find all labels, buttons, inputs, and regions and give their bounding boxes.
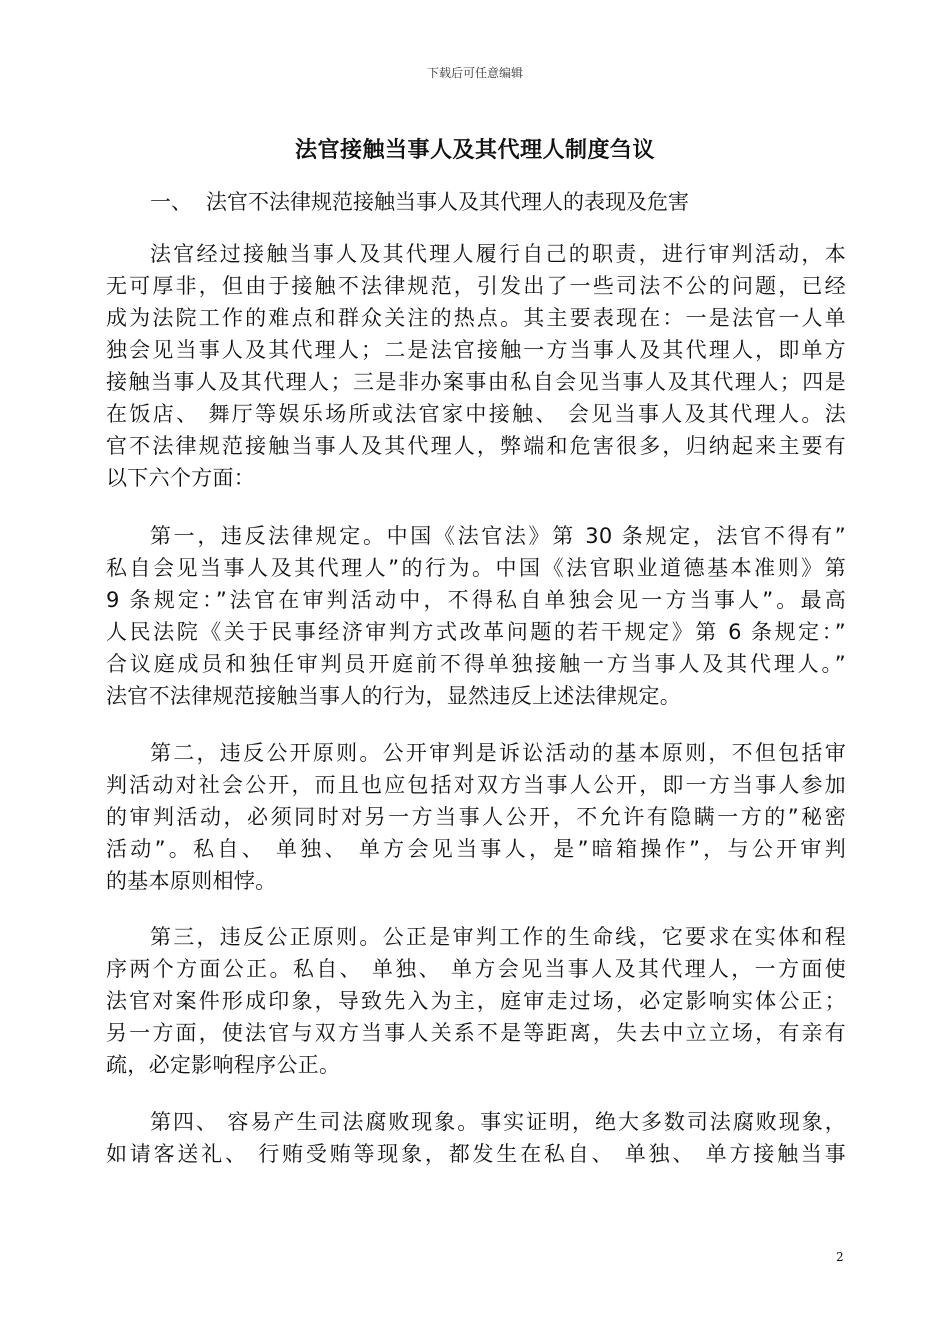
paragraph-line: 法官不法律规范接触当事人的行为，显然违反上述法律规定。 <box>106 684 682 708</box>
section-number: 一、 <box>150 190 192 214</box>
paragraph-line: 序两个方面公正。私自、 单独、 单方会见当事人及其代理人，一方面使 <box>106 957 846 981</box>
section-heading-text: 法官不法律规范接触当事人及其代理人的表现及危害 <box>206 190 689 214</box>
paragraph-line: 疏，必定影响程序公正。 <box>106 1053 341 1077</box>
paragraph-line: 另一方面，使法官与双方当事人关系不是等距离，失去中立立场，有亲有 <box>106 1021 846 1045</box>
paragraph-line: 的审判活动，必须同时对另一方当事人公开，不允许有隐瞒一方的”秘密 <box>106 805 846 829</box>
paragraph-line: 法官对案件形成印象，导致先入为主，庭审走过场，必定影响实体公正； <box>106 989 846 1013</box>
paragraph-line: 独会见当事人及其代理人；二是法官接触一方当事人及其代理人，即单方 <box>106 338 846 362</box>
paragraph-5 <box>106 1106 846 1170</box>
paragraph-line: 活动”。私自、 单独、 单方会见当事人，是”暗箱操作”，与公开审判 <box>106 837 846 861</box>
paragraph-3 <box>106 737 846 897</box>
paragraph-line: 第二，违反公开原则。公开审判是诉讼活动的基本原则，不但包括审 <box>150 741 846 765</box>
paragraph-line: 第三，违反公正原则。公正是审判工作的生命线，它要求在实体和程 <box>150 925 846 949</box>
paragraph-line: 在饭店、 舞厅等娱乐场所或法官家中接触、 会见当事人及其代理人。法 <box>106 402 846 426</box>
paragraph-line: 接触当事人及其代理人；三是非办案事由私自会见当事人及其代理人；四是 <box>106 370 846 394</box>
paragraph-1 <box>106 238 846 494</box>
header-note: 下载后可任意编辑 <box>426 66 523 80</box>
paragraph-line: 官不法律规范接触当事人及其代理人，弊端和危害很多，归纳起来主要有 <box>106 434 846 458</box>
paragraph-line: 以下六个方面： <box>106 466 256 490</box>
paragraph-line: 第四、 容易产生司法腐败现象。事实证明，绝大多数司法腐败现象， <box>150 1110 846 1134</box>
paragraph-line: 判活动对社会公开，而且也应包括对双方当事人公开，即一方当事人参加 <box>106 773 846 797</box>
paragraph-line: 的基本原则相悖。 <box>106 869 277 893</box>
paragraph-line: 9 条规定：”法官在审判活动中，不得私自单独会见一方当事人”。最高 <box>106 588 846 612</box>
page-number: 2 <box>836 1250 844 1264</box>
paragraph-line: 如请客送礼、 行贿受贿等现象，都发生在私自、 单独、 单方接触当事 <box>106 1142 846 1166</box>
paragraph-line: 成为法院工作的难点和群众关注的热点。其主要表现在：一是法官一人单 <box>106 306 846 330</box>
paragraph-line: 第一，违反法律规定。中国《法官法》第 30 条规定，法官不得有” <box>150 524 846 548</box>
document-title: 法官接触当事人及其代理人制度刍议 <box>294 138 655 163</box>
paragraph-2 <box>106 520 846 712</box>
section-heading <box>150 186 689 216</box>
paragraph-line: 人民法院《关于民事经济审判方式改革问题的若干规定》第 6 条规定：” <box>106 620 846 644</box>
paragraph-4 <box>106 921 846 1081</box>
paragraph-line: 私自会见当事人及其代理人”的行为。中国《法官职业道德基本准则》第 <box>106 556 846 580</box>
paragraph-line: 法官经过接触当事人及其代理人履行自己的职责，进行审判活动，本 <box>150 242 846 266</box>
paragraph-line: 无可厚非，但由于接触不法律规范，引发出了一些司法不公的问题，已经 <box>106 274 846 298</box>
paragraph-line: 合议庭成员和独任审判员开庭前不得单独接触一方当事人及其代理人。” <box>106 652 846 676</box>
